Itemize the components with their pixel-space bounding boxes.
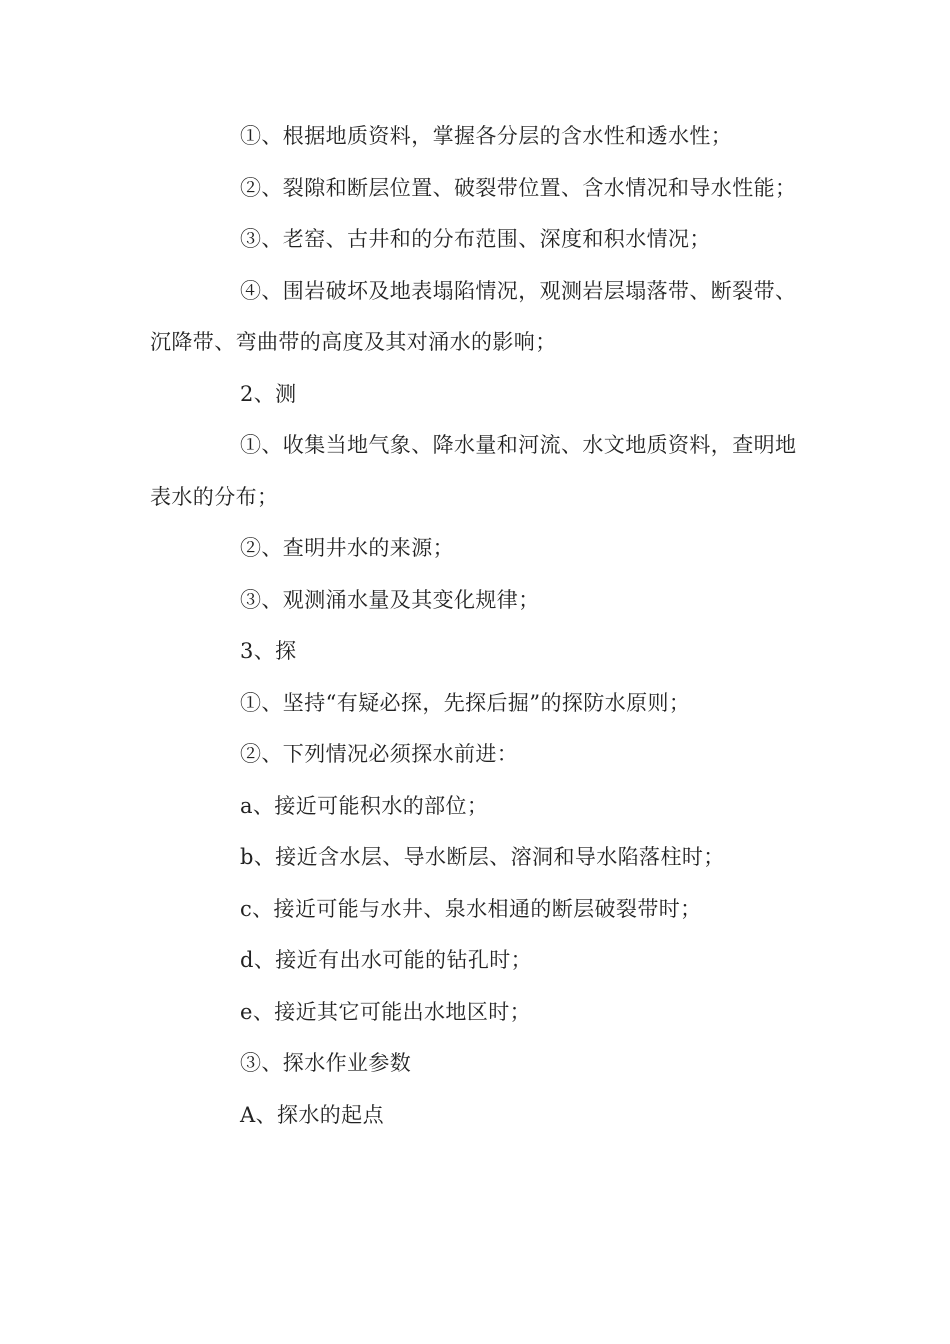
paragraph: ④、围岩破坏及地表塌陷情况，观测岩层塌落带、断裂带、沉降带、弯曲带的高度及其对涌水的影响； [150, 278, 797, 354]
paragraph: ③、观测涌水量及其变化规律； [240, 587, 540, 612]
section-heading: 2、测 [240, 381, 297, 406]
paragraph: ①、收集当地气象、降水量和河流、水文地质资料，查明地表水的分布； [150, 433, 797, 509]
list-item: c、接近可能与水井、泉水相通的断层破裂带时； [240, 896, 702, 921]
paragraph: ③、探水作业参数 [240, 1051, 412, 1075]
document-body [150, 111, 800, 1141]
paragraph: ②、裂隙和断层位置、破裂带位置、含水情况和导水性能； [240, 175, 797, 200]
section-heading: 3、探 [240, 639, 297, 663]
paragraph: ①、根据地质资料，掌握各分层的含水性和透水性； [240, 124, 733, 148]
paragraph: ②、下列情况必须探水前进： [240, 742, 519, 766]
list-item: d、接近有出水可能的钻孔时； [240, 948, 533, 972]
list-item: b、接近含水层、导水断层、溶洞和导水陷落柱时； [240, 845, 725, 869]
list-item: a、接近可能积水的部位； [240, 793, 489, 818]
paragraph: ②、查明井水的来源； [240, 536, 454, 560]
list-item: e、接近其它可能出水地区时； [240, 999, 532, 1024]
paragraph: ③、老窑、古井和的分布范围、深度和积水情况； [240, 227, 711, 251]
paragraph: A、探水的起点 [240, 1102, 384, 1127]
paragraph: ①、坚持“有疑必探，先探后掘”的探防水原则； [240, 690, 691, 715]
